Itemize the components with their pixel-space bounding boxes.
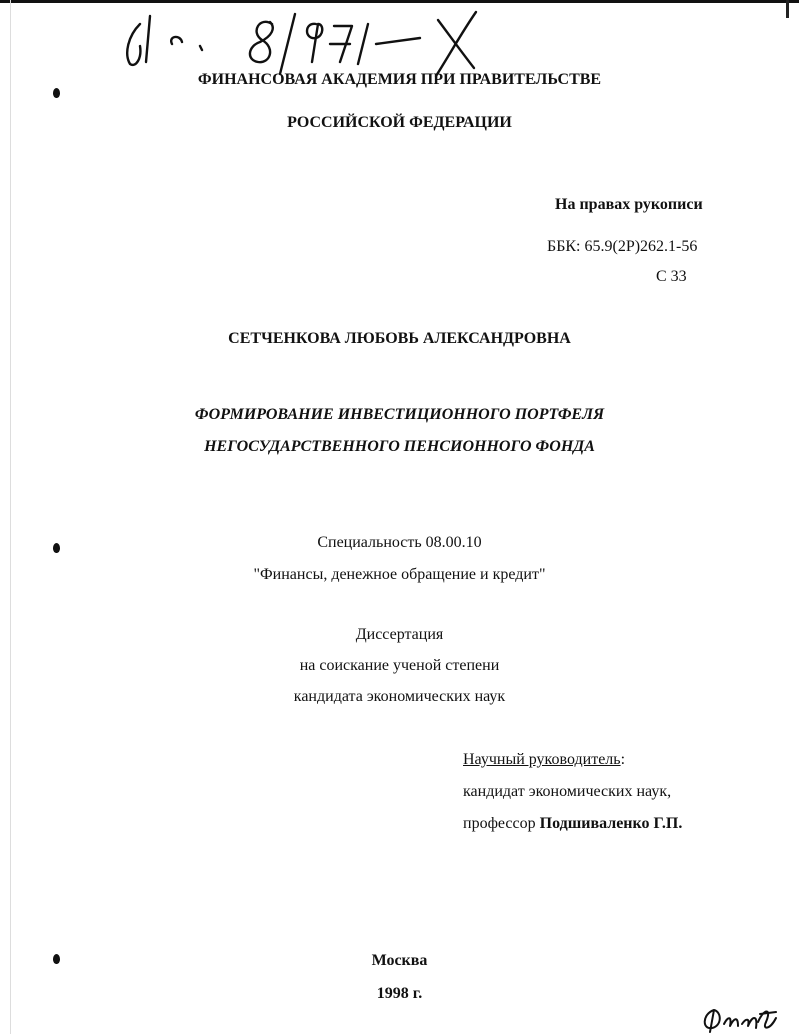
- signature-mark: [700, 1004, 780, 1034]
- supervisor-degree: кандидат экономических наук,: [463, 783, 672, 800]
- supervisor-name: Подшиваленко Г.П.: [539, 815, 683, 832]
- supervisor-heading: [463, 750, 625, 770]
- institution-line-2: РОССИЙСКОЙ ФЕДЕРАЦИИ: [287, 114, 512, 131]
- dissertation-label: Диссертация: [355, 626, 444, 643]
- degree-line-2: кандидата экономических наук: [293, 688, 506, 705]
- scan-left-edge: [10, 0, 11, 1034]
- scan-top-border: [0, 0, 799, 3]
- degree-line-1: на соискание ученой степени: [299, 657, 500, 674]
- institution-line-1: ФИНАНСОВАЯ АКАДЕМИЯ ПРИ ПРАВИТЕЛЬСТВЕ: [197, 71, 602, 88]
- supervisor-rank: профессор: [463, 815, 540, 832]
- year: 1998 г.: [376, 985, 423, 1002]
- title-line-1: ФОРМИРОВАНИЕ ИНВЕСТИЦИОННОГО ПОРТФЕЛЯ: [194, 406, 605, 423]
- specialty-name: "Финансы, денежное обращение и кредит": [253, 566, 546, 583]
- supervisor-line: [463, 814, 682, 834]
- supervisor-label: Научный руководитель: [463, 751, 621, 768]
- supervisor-colon: :: [620, 751, 626, 768]
- bbk-code: ББК: 65.9(2Р)262.1-56: [547, 238, 698, 255]
- rights-notice: На правах рукописи: [555, 196, 703, 213]
- scan-right-mark: [786, 0, 789, 18]
- author-name: СЕТЧЕНКОВА ЛЮБОВЬ АЛЕКСАНДРОВНА: [228, 330, 571, 347]
- city: Москва: [371, 952, 428, 969]
- specialty-code: Специальность 08.00.10: [317, 534, 482, 551]
- title-line-2: НЕГОСУДАРСТВЕННОГО ПЕНСИОННОГО ФОНДА: [204, 438, 595, 455]
- author-mark-code: С 33: [656, 268, 687, 285]
